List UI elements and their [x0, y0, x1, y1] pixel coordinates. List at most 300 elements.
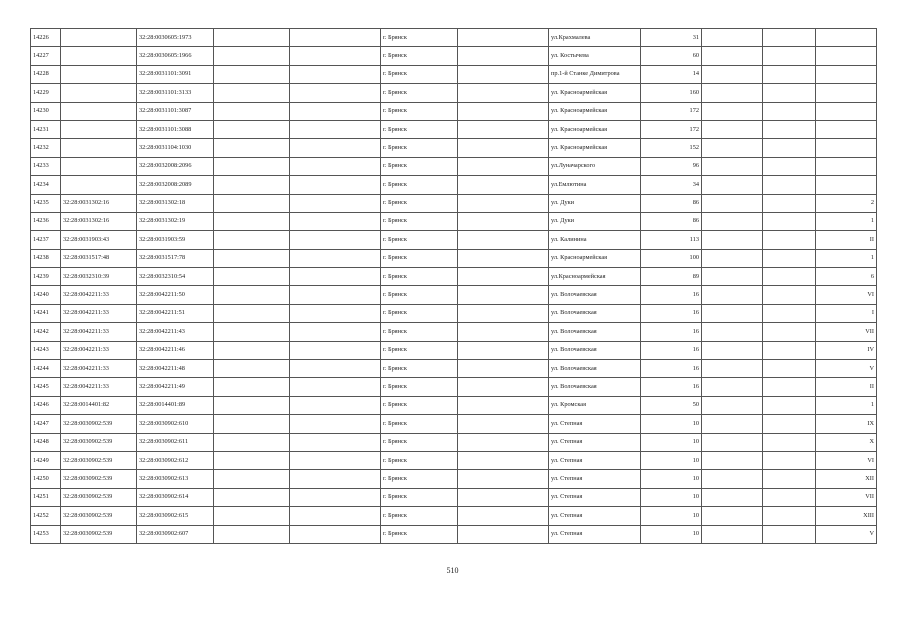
- table-row: [31, 360, 877, 378]
- cell-empty: [214, 286, 290, 304]
- cell-number: 14248: [31, 433, 61, 451]
- cell-house: 16: [641, 378, 702, 396]
- cell-cadastral: 32:28:0042211:50: [137, 286, 214, 304]
- cell-street: ул. Калинина: [549, 231, 641, 249]
- cell-number: 14239: [31, 268, 61, 286]
- cell-empty: [458, 157, 549, 175]
- cell-number: 14236: [31, 212, 61, 230]
- cell-parent-cadastral: [61, 157, 137, 175]
- cell-empty: [458, 470, 549, 488]
- cell-cadastral: 32:28:0031101:3133: [137, 84, 214, 102]
- cell-empty: [702, 249, 763, 267]
- cell-empty: [214, 102, 290, 120]
- cell-empty: [763, 194, 816, 212]
- cell-empty: [763, 525, 816, 543]
- cell-house: 10: [641, 470, 702, 488]
- cell-street: ул. Кромская: [549, 396, 641, 414]
- cell-empty: [214, 120, 290, 138]
- cell-street: ул. Степная: [549, 488, 641, 506]
- cell-parent-cadastral: 32:28:0042211:33: [61, 323, 137, 341]
- cell-apartment: I: [816, 304, 877, 322]
- cell-empty: [763, 212, 816, 230]
- cell-city: г. Брянск: [381, 396, 458, 414]
- cell-city: г. Брянск: [381, 102, 458, 120]
- table-row: [31, 451, 877, 469]
- cell-cadastral: 32:28:0030902:611: [137, 433, 214, 451]
- cell-empty: [458, 525, 549, 543]
- cell-empty: [214, 415, 290, 433]
- cell-empty: [458, 231, 549, 249]
- cell-house: 10: [641, 451, 702, 469]
- cell-empty: [702, 139, 763, 157]
- table-row: [31, 470, 877, 488]
- cell-city: г. Брянск: [381, 249, 458, 267]
- cell-street: ул. Волочаевская: [549, 378, 641, 396]
- cell-number: 14227: [31, 47, 61, 65]
- cell-number: 14229: [31, 84, 61, 102]
- cell-city: г. Брянск: [381, 378, 458, 396]
- cell-house: 50: [641, 396, 702, 414]
- cell-number: 14226: [31, 29, 61, 47]
- cell-apartment: VII: [816, 488, 877, 506]
- cell-house: 172: [641, 102, 702, 120]
- cell-empty: [763, 139, 816, 157]
- cell-street: ул.Емлютина: [549, 176, 641, 194]
- table-row: [31, 249, 877, 267]
- cell-empty: [702, 415, 763, 433]
- cell-street: ул. Красноармейская: [549, 102, 641, 120]
- cell-empty: [763, 323, 816, 341]
- cell-empty: [214, 488, 290, 506]
- cell-apartment: IV: [816, 341, 877, 359]
- table-row: [31, 120, 877, 138]
- cell-cadastral: 32:28:0030605:1966: [137, 47, 214, 65]
- cell-number: 14232: [31, 139, 61, 157]
- cell-street: ул. Дуки: [549, 212, 641, 230]
- cell-city: г. Брянск: [381, 157, 458, 175]
- cell-city: г. Брянск: [381, 176, 458, 194]
- cell-empty: [702, 47, 763, 65]
- cell-empty: [702, 451, 763, 469]
- cell-apartment: [816, 176, 877, 194]
- cell-number: 14242: [31, 323, 61, 341]
- cell-empty: [290, 120, 381, 138]
- cell-empty: [458, 212, 549, 230]
- cell-cadastral: 32:28:0030902:607: [137, 525, 214, 543]
- cell-city: г. Брянск: [381, 268, 458, 286]
- cell-city: г. Брянск: [381, 433, 458, 451]
- cell-parent-cadastral: 32:28:0014401:82: [61, 396, 137, 414]
- cell-apartment: [816, 47, 877, 65]
- cell-empty: [290, 286, 381, 304]
- cell-empty: [290, 323, 381, 341]
- cell-empty: [763, 102, 816, 120]
- cell-house: 16: [641, 341, 702, 359]
- table-row: [31, 433, 877, 451]
- cell-house: 89: [641, 268, 702, 286]
- cell-empty: [290, 396, 381, 414]
- cell-empty: [290, 433, 381, 451]
- cell-apartment: [816, 102, 877, 120]
- cell-street: ул. Красноармейская: [549, 84, 641, 102]
- cell-number: 14228: [31, 65, 61, 83]
- cell-empty: [458, 415, 549, 433]
- cell-apartment: 2: [816, 194, 877, 212]
- cell-street: ул.Крахмалева: [549, 29, 641, 47]
- cell-house: 16: [641, 304, 702, 322]
- cell-cadastral: 32:28:0032310:54: [137, 268, 214, 286]
- cell-empty: [763, 286, 816, 304]
- cell-empty: [763, 84, 816, 102]
- cell-street: ул. Степная: [549, 415, 641, 433]
- cell-empty: [702, 304, 763, 322]
- table-row: [31, 65, 877, 83]
- cell-apartment: IX: [816, 415, 877, 433]
- cell-empty: [290, 176, 381, 194]
- cell-city: г. Брянск: [381, 415, 458, 433]
- cell-empty: [763, 268, 816, 286]
- cell-parent-cadastral: [61, 29, 137, 47]
- cell-empty: [214, 47, 290, 65]
- cell-apartment: II: [816, 378, 877, 396]
- cell-number: 14240: [31, 286, 61, 304]
- cell-street: ул. Красноармейская: [549, 120, 641, 138]
- cell-empty: [458, 84, 549, 102]
- cell-empty: [702, 396, 763, 414]
- cell-empty: [763, 470, 816, 488]
- cell-empty: [214, 433, 290, 451]
- cell-street: ул. Степная: [549, 507, 641, 525]
- cell-parent-cadastral: [61, 139, 137, 157]
- cell-parent-cadastral: 32:28:0030902:539: [61, 525, 137, 543]
- cell-empty: [702, 433, 763, 451]
- cell-city: г. Брянск: [381, 360, 458, 378]
- cell-parent-cadastral: 32:28:0030902:539: [61, 415, 137, 433]
- cell-empty: [763, 451, 816, 469]
- cell-apartment: V: [816, 360, 877, 378]
- cell-empty: [702, 323, 763, 341]
- cell-empty: [290, 268, 381, 286]
- cell-cadastral: 32:28:0032008:2089: [137, 176, 214, 194]
- cell-parent-cadastral: 32:28:0042211:33: [61, 286, 137, 304]
- table-row: [31, 231, 877, 249]
- cell-empty: [458, 176, 549, 194]
- cell-parent-cadastral: 32:28:0042211:33: [61, 341, 137, 359]
- cell-empty: [458, 451, 549, 469]
- table-row: [31, 323, 877, 341]
- cell-apartment: VI: [816, 451, 877, 469]
- cell-empty: [290, 304, 381, 322]
- cell-cadastral: 32:28:0030902:615: [137, 507, 214, 525]
- cell-empty: [702, 231, 763, 249]
- cell-empty: [763, 47, 816, 65]
- cell-number: 14244: [31, 360, 61, 378]
- cell-empty: [702, 29, 763, 47]
- cell-house: 16: [641, 323, 702, 341]
- cell-apartment: II: [816, 231, 877, 249]
- cell-cadastral: 32:28:0031903:59: [137, 231, 214, 249]
- cell-empty: [702, 488, 763, 506]
- cell-house: 100: [641, 249, 702, 267]
- cell-parent-cadastral: 32:28:0030902:539: [61, 470, 137, 488]
- cell-city: г. Брянск: [381, 341, 458, 359]
- cell-empty: [763, 488, 816, 506]
- cell-parent-cadastral: 32:28:0032310:39: [61, 268, 137, 286]
- cell-house: 14: [641, 65, 702, 83]
- cell-cadastral: 32:28:0042211:51: [137, 304, 214, 322]
- cell-empty: [214, 268, 290, 286]
- cell-cadastral: 32:28:0032008:2096: [137, 157, 214, 175]
- table-row: [31, 212, 877, 230]
- cell-cadastral: 32:28:0030902:613: [137, 470, 214, 488]
- cell-house: 86: [641, 194, 702, 212]
- table-row: [31, 47, 877, 65]
- cell-street: ул. Степная: [549, 525, 641, 543]
- cell-city: г. Брянск: [381, 29, 458, 47]
- table-row: [31, 341, 877, 359]
- cell-apartment: VII: [816, 323, 877, 341]
- cell-parent-cadastral: [61, 65, 137, 83]
- cell-street: ул. Степная: [549, 451, 641, 469]
- cell-number: 14243: [31, 341, 61, 359]
- cell-empty: [458, 341, 549, 359]
- cell-street: ул. Степная: [549, 433, 641, 451]
- cell-house: 34: [641, 176, 702, 194]
- cell-empty: [458, 120, 549, 138]
- cell-city: г. Брянск: [381, 304, 458, 322]
- cell-empty: [763, 157, 816, 175]
- cell-empty: [290, 507, 381, 525]
- cell-house: 160: [641, 84, 702, 102]
- cell-empty: [458, 323, 549, 341]
- cell-empty: [458, 286, 549, 304]
- cell-street: ул. Волочаевская: [549, 304, 641, 322]
- cell-number: 14230: [31, 102, 61, 120]
- page-number: 510: [446, 566, 459, 575]
- cell-empty: [290, 249, 381, 267]
- cell-number: 14235: [31, 194, 61, 212]
- cell-empty: [458, 29, 549, 47]
- cell-parent-cadastral: 32:28:0042211:33: [61, 378, 137, 396]
- cell-empty: [290, 194, 381, 212]
- cell-number: 14234: [31, 176, 61, 194]
- cell-empty: [214, 341, 290, 359]
- cell-empty: [214, 304, 290, 322]
- cell-number: 14252: [31, 507, 61, 525]
- cell-parent-cadastral: 32:28:0031517:48: [61, 249, 137, 267]
- cell-cadastral: 32:28:0030902:614: [137, 488, 214, 506]
- registry-table: [30, 28, 877, 544]
- cell-city: г. Брянск: [381, 470, 458, 488]
- cell-house: 10: [641, 415, 702, 433]
- cell-empty: [214, 323, 290, 341]
- cell-empty: [702, 194, 763, 212]
- cell-apartment: V: [816, 525, 877, 543]
- cell-street: ул. Красноармейская: [549, 249, 641, 267]
- cell-apartment: 1: [816, 396, 877, 414]
- cell-empty: [763, 29, 816, 47]
- cell-parent-cadastral: [61, 102, 137, 120]
- cell-number: 14250: [31, 470, 61, 488]
- cell-empty: [458, 378, 549, 396]
- cell-empty: [702, 176, 763, 194]
- cell-street: ул. Степная: [549, 470, 641, 488]
- cell-cadastral: 32:28:0031517:78: [137, 249, 214, 267]
- cell-city: г. Брянск: [381, 139, 458, 157]
- cell-apartment: XII: [816, 470, 877, 488]
- cell-number: 14251: [31, 488, 61, 506]
- cell-street: ул.Луначарского: [549, 157, 641, 175]
- cell-house: 10: [641, 433, 702, 451]
- cell-empty: [214, 360, 290, 378]
- cell-city: г. Брянск: [381, 525, 458, 543]
- cell-empty: [458, 47, 549, 65]
- cell-cadastral: 32:28:0030902:610: [137, 415, 214, 433]
- cell-empty: [458, 507, 549, 525]
- cell-empty: [290, 488, 381, 506]
- cell-empty: [290, 47, 381, 65]
- cell-empty: [763, 120, 816, 138]
- cell-house: 10: [641, 488, 702, 506]
- cell-empty: [214, 525, 290, 543]
- cell-empty: [702, 65, 763, 83]
- cell-empty: [702, 157, 763, 175]
- cell-apartment: 1: [816, 249, 877, 267]
- cell-number: 14237: [31, 231, 61, 249]
- table-row: [31, 507, 877, 525]
- cell-empty: [702, 378, 763, 396]
- cell-street: пр.1-й Станке Димитрова: [549, 65, 641, 83]
- cell-parent-cadastral: [61, 120, 137, 138]
- cell-cadastral: 32:28:0031104:1030: [137, 139, 214, 157]
- table-row: [31, 157, 877, 175]
- cell-empty: [290, 525, 381, 543]
- table-row: [31, 139, 877, 157]
- cell-empty: [702, 84, 763, 102]
- cell-apartment: XIII: [816, 507, 877, 525]
- cell-empty: [290, 29, 381, 47]
- cell-empty: [290, 378, 381, 396]
- cell-street: ул. Красноармейская: [549, 139, 641, 157]
- cell-parent-cadastral: [61, 84, 137, 102]
- table-row: [31, 378, 877, 396]
- cell-number: 14253: [31, 525, 61, 543]
- cell-empty: [458, 268, 549, 286]
- cell-empty: [763, 360, 816, 378]
- cell-cadastral: 32:28:0042211:46: [137, 341, 214, 359]
- cell-parent-cadastral: [61, 47, 137, 65]
- cell-city: г. Брянск: [381, 507, 458, 525]
- cell-empty: [290, 84, 381, 102]
- cell-empty: [763, 378, 816, 396]
- cell-apartment: [816, 84, 877, 102]
- cell-number: 14231: [31, 120, 61, 138]
- table-row: [31, 194, 877, 212]
- table-row: [31, 396, 877, 414]
- cell-city: г. Брянск: [381, 212, 458, 230]
- cell-apartment: 6: [816, 268, 877, 286]
- cell-empty: [702, 268, 763, 286]
- cell-empty: [290, 415, 381, 433]
- cell-city: г. Брянск: [381, 84, 458, 102]
- cell-empty: [702, 286, 763, 304]
- cell-empty: [290, 451, 381, 469]
- cell-empty: [702, 212, 763, 230]
- cell-empty: [290, 65, 381, 83]
- table-row: [31, 415, 877, 433]
- cell-empty: [458, 249, 549, 267]
- table-row: [31, 286, 877, 304]
- cell-empty: [702, 341, 763, 359]
- cell-empty: [214, 157, 290, 175]
- cell-empty: [702, 507, 763, 525]
- cell-parent-cadastral: 32:28:0030902:539: [61, 451, 137, 469]
- cell-empty: [763, 176, 816, 194]
- cell-apartment: [816, 65, 877, 83]
- cell-cadastral: 32:28:0042211:49: [137, 378, 214, 396]
- cell-apartment: [816, 157, 877, 175]
- cell-street: ул. Волочаевская: [549, 341, 641, 359]
- cell-empty: [763, 341, 816, 359]
- cell-empty: [290, 212, 381, 230]
- cell-empty: [214, 451, 290, 469]
- cell-empty: [290, 470, 381, 488]
- cell-apartment: X: [816, 433, 877, 451]
- cell-cadastral: 32:28:0031302:18: [137, 194, 214, 212]
- cell-empty: [458, 396, 549, 414]
- cell-empty: [214, 65, 290, 83]
- cell-street: ул.Красноармейская: [549, 268, 641, 286]
- cell-apartment: [816, 120, 877, 138]
- cell-house: 96: [641, 157, 702, 175]
- cell-empty: [290, 139, 381, 157]
- cell-parent-cadastral: [61, 176, 137, 194]
- cell-number: 14247: [31, 415, 61, 433]
- cell-parent-cadastral: 32:28:0042211:33: [61, 304, 137, 322]
- cell-empty: [763, 396, 816, 414]
- cell-apartment: 1: [816, 212, 877, 230]
- cell-parent-cadastral: 32:28:0030902:539: [61, 507, 137, 525]
- table-body: [31, 29, 877, 544]
- cell-empty: [763, 433, 816, 451]
- table-row: [31, 29, 877, 47]
- cell-cadastral: 32:28:0031101:3091: [137, 65, 214, 83]
- cell-city: г. Брянск: [381, 323, 458, 341]
- cell-empty: [763, 507, 816, 525]
- cell-street: ул. Волочаевская: [549, 286, 641, 304]
- cell-empty: [763, 65, 816, 83]
- cell-empty: [214, 470, 290, 488]
- cell-city: г. Брянск: [381, 488, 458, 506]
- cell-empty: [214, 378, 290, 396]
- cell-empty: [458, 304, 549, 322]
- cell-house: 31: [641, 29, 702, 47]
- table-row: [31, 304, 877, 322]
- cell-cadastral: 32:28:0042211:43: [137, 323, 214, 341]
- cell-city: г. Брянск: [381, 286, 458, 304]
- table-row: [31, 488, 877, 506]
- cell-cadastral: 32:28:0031302:19: [137, 212, 214, 230]
- cell-empty: [458, 139, 549, 157]
- cell-empty: [458, 433, 549, 451]
- table-row: [31, 84, 877, 102]
- cell-empty: [458, 488, 549, 506]
- cell-cadastral: 32:28:0030605:1973: [137, 29, 214, 47]
- cell-number: 14245: [31, 378, 61, 396]
- cell-cadastral: 32:28:0014401:89: [137, 396, 214, 414]
- cell-empty: [290, 231, 381, 249]
- cell-empty: [214, 194, 290, 212]
